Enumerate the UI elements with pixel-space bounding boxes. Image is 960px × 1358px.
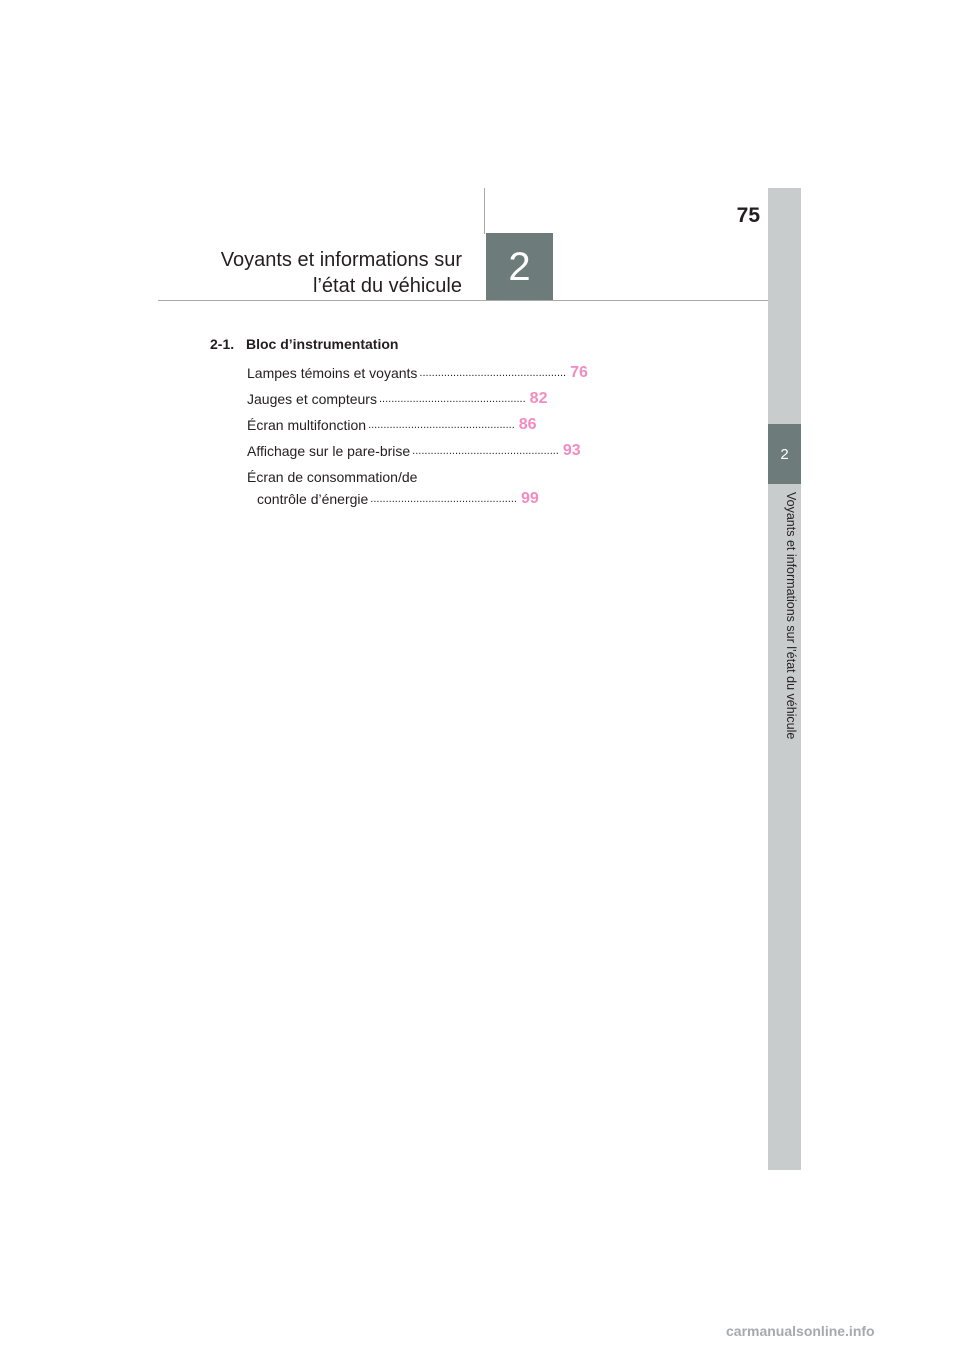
toc-entry[interactable]: [247, 414, 537, 436]
toc-entry-page[interactable]: 86: [518, 416, 537, 433]
dot-leader: ................................................: [419, 367, 567, 379]
toc-entry-label-line1: Écran de consommation/de: [247, 469, 418, 485]
toc-entry-label: Lampes témoins et voyants: [247, 365, 418, 381]
toc-entry[interactable]: [247, 388, 548, 410]
header-divider-vertical: [484, 188, 485, 234]
section-title: Bloc d’instrumentation: [246, 336, 399, 352]
toc-entry-label: Écran multifonction: [247, 417, 367, 433]
toc-entry-page[interactable]: 82: [529, 390, 548, 407]
section-number: 2-1.: [210, 336, 235, 352]
footer-watermark: carmanualsonline.info: [726, 1323, 875, 1339]
page-number: 75: [736, 204, 760, 227]
toc-entry-page[interactable]: 99: [521, 490, 539, 507]
table-of-contents: [210, 336, 588, 514]
side-tab-number: 2: [768, 424, 801, 484]
dot-leader: ................................................: [368, 419, 515, 431]
chapter-title: [180, 247, 462, 299]
side-tab-label: Voyants et informations sur l’état du véhicule: [784, 492, 798, 740]
chapter-number-box: 2: [486, 233, 553, 301]
toc-entry-label: Affichage sur le pare-brise: [247, 443, 411, 459]
chapter-title-line2: l’état du véhicule: [313, 275, 462, 297]
toc-entry-page[interactable]: 93: [562, 442, 581, 459]
toc-entry-page[interactable]: 76: [570, 364, 588, 381]
dot-leader: ................................................: [370, 493, 517, 505]
section-heading: [210, 336, 460, 352]
header-rule: [158, 300, 770, 301]
toc-entry[interactable]: [247, 362, 588, 384]
toc-entry[interactable]: [247, 466, 539, 510]
dot-leader: ................................................: [412, 445, 559, 457]
toc-entry-label: Jauges et compteurs: [247, 391, 377, 407]
dot-leader: ................................................: [378, 393, 526, 405]
toc-entry-label-line2: contrôle d’énergie: [257, 491, 369, 507]
toc-entry[interactable]: [247, 440, 581, 462]
chapter-title-line1: Voyants et informations sur: [220, 249, 462, 271]
